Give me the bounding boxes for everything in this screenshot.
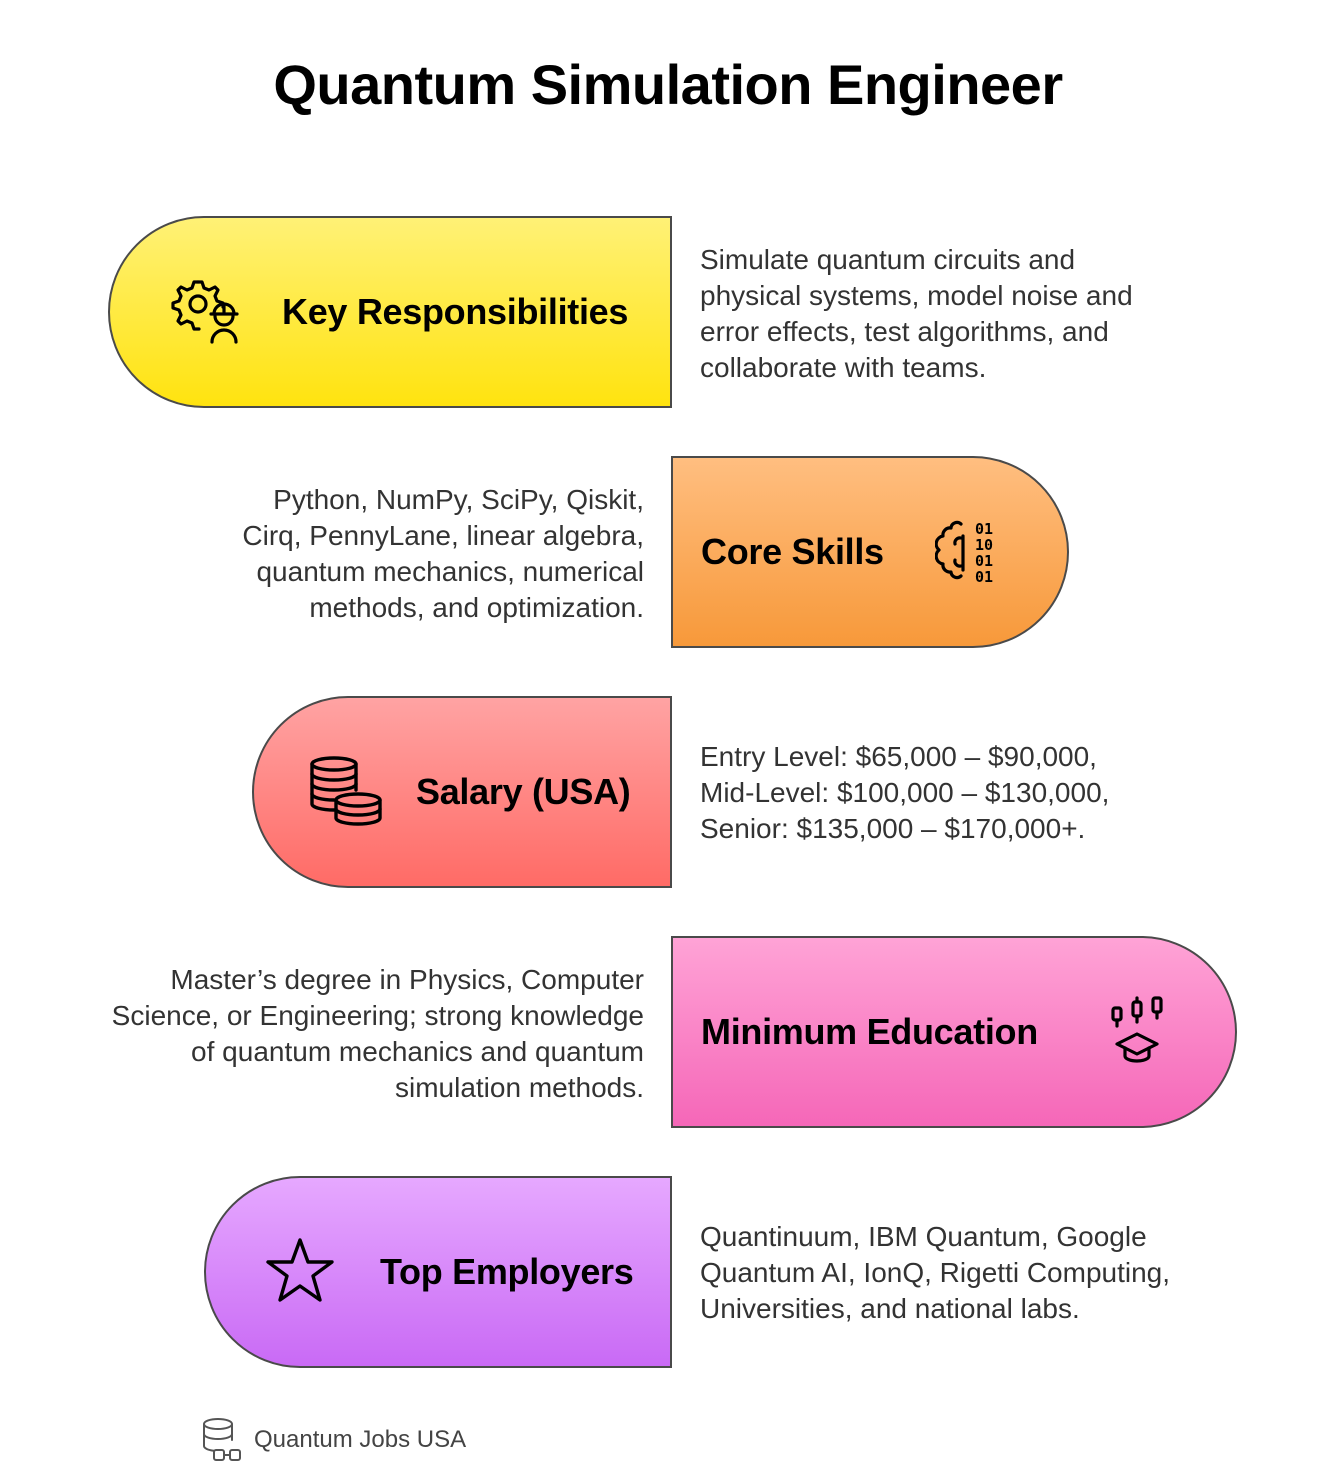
database-network-icon bbox=[200, 1416, 248, 1464]
svg-text:01: 01 bbox=[975, 568, 994, 586]
footer-brand bbox=[200, 1416, 466, 1464]
svg-text:01: 01 bbox=[975, 552, 994, 570]
section-description: Simulate quantum circuits and physical systems, model noise and error effects, test algorithms, and collaborate with teams. bbox=[700, 244, 1133, 383]
svg-text:10: 10 bbox=[975, 536, 994, 554]
section-label: Salary (USA) bbox=[416, 771, 631, 812]
coin-stack-icon bbox=[308, 754, 384, 830]
section-description: Entry Level: $65,000 – $90,000, Mid-Level: $100,000 – $130,000, Senior: $135,000 – $170,000+. bbox=[700, 741, 1110, 844]
section-key-responsibilities bbox=[108, 216, 672, 408]
svg-text:01: 01 bbox=[975, 520, 994, 538]
section-core-skills bbox=[671, 456, 1069, 648]
section-salary bbox=[252, 696, 672, 888]
section-minimum-education bbox=[671, 936, 1237, 1128]
section-description: Quantinuum, IBM Quantum, Google Quantum AI, IonQ, Rigetti Computing, Universities, and national labs. bbox=[700, 1221, 1171, 1324]
page-title: Quantum Simulation Engineer bbox=[273, 53, 1063, 116]
section-label: Minimum Education bbox=[701, 1011, 1038, 1052]
brain-binary-icon bbox=[935, 514, 1011, 590]
section-description: Master’s degree in Physics, Computer Science, or Engineering; strong knowledge of quantum mechanics and quantum simulation methods. bbox=[111, 964, 644, 1103]
section-label: Core Skills bbox=[701, 531, 884, 572]
star-icon bbox=[262, 1234, 338, 1310]
section-label: Top Employers bbox=[380, 1251, 634, 1292]
section-description: Python, NumPy, SciPy, Qiskit, Cirq, PennyLane, linear algebra, quantum mechanics, numerical methods, and optimization. bbox=[242, 484, 644, 623]
section-top-employers bbox=[204, 1176, 672, 1368]
graduation-cap-icon bbox=[1105, 994, 1181, 1070]
section-label: Key Responsibilities bbox=[282, 291, 629, 332]
footer-text: Quantum Jobs USA bbox=[254, 1426, 467, 1453]
gear-worker-icon bbox=[168, 274, 244, 350]
